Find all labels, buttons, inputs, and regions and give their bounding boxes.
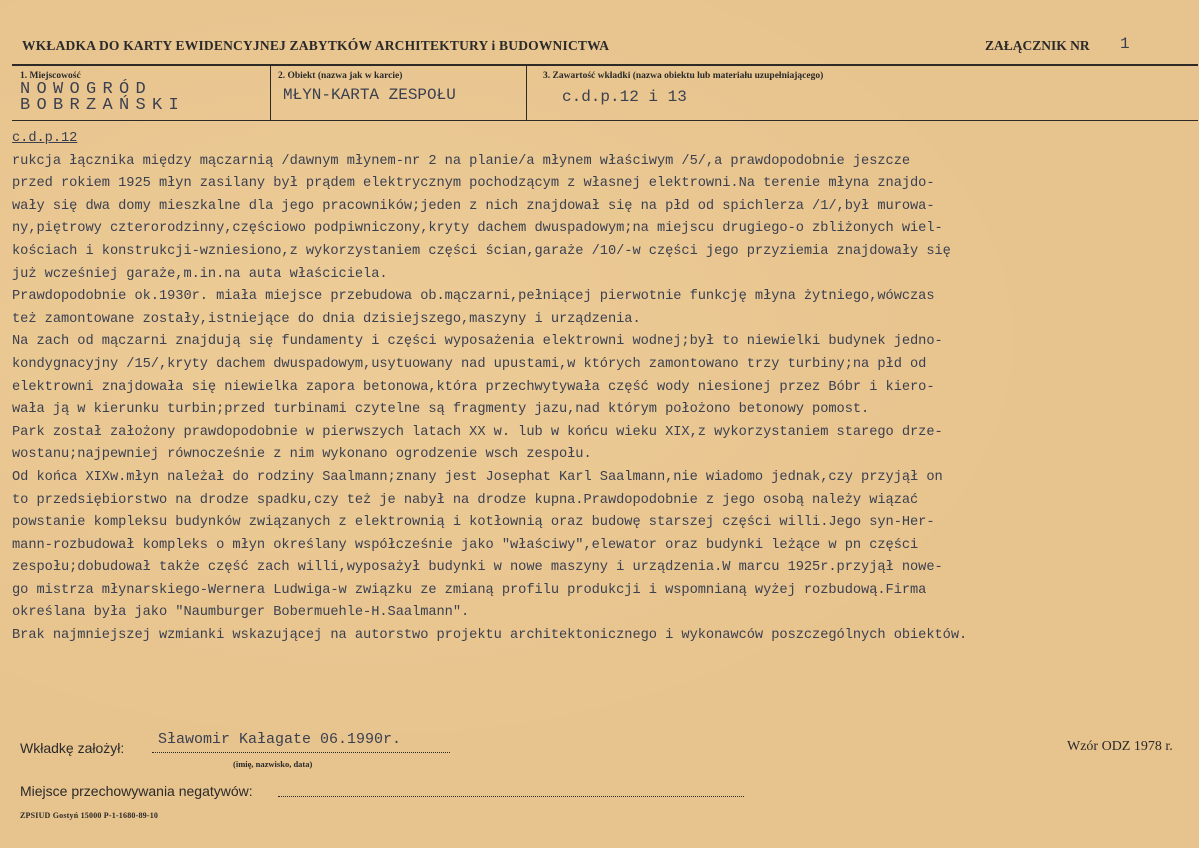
filled-by-value: Sławomir Kałagate 06.1990r. bbox=[158, 731, 402, 748]
negatives-location-label: Miejsce przechowywania negatywów: bbox=[20, 783, 253, 799]
text-line: mann-rozbudował kompleks o młyn określany współcześnie jako "właściwy",elewator oraz budynki leżące w pn części bbox=[12, 537, 919, 553]
content-value: c.d.p.12 i 13 bbox=[562, 88, 687, 106]
form-title: WKŁADKA DO KARTY EWIDENCYJNEJ ZABYTKÓW ARCHITEKTURY i BUDOWNICTWA bbox=[22, 38, 610, 53]
text-line: określana była jako "Naumburger Bobermuehle-H.Saalmann". bbox=[12, 605, 470, 621]
field-divider-2 bbox=[526, 64, 527, 121]
text-line: kondygnacyjny /15/,kryty dachem dwuspadowym,usytuowany nad upustami,w których zamontowano trzy turbiny;na płd od bbox=[12, 356, 927, 372]
text-line: rukcja łącznika między mączarnią /dawnym młynem-nr 2 na planie/a młynem właściwym /5/,a prawdopodobnie jeszcze bbox=[12, 153, 911, 169]
typed-description bbox=[12, 128, 1197, 648]
text-line: zespołu;dobudował także część zach willi,wyposażył budynki w nowe maszyny i urządzenia.W marcu 1925r.przyjął nowe- bbox=[12, 560, 943, 576]
text-line: kościach i konstrukcji-wzniesiono,z wykorzystaniem części ścian,garaże /10/-w części jego przyziemia znajdowały się bbox=[12, 243, 951, 259]
negatives-location-line bbox=[278, 796, 744, 797]
text-line: Park został założony prawdopodobnie w pierwszych latach XX w. lub w końcu wieku XIX,z wykorzystaniem starego drze- bbox=[12, 424, 943, 440]
text-line: wostanu;najpewniej równocześnie z nim wykonano ogrodzenie wsch zespołu. bbox=[12, 447, 592, 463]
text-line: wały się dwa domy mieszkalne dla jego pracowników;jeden z nich znajdował się na płd od spichlerza /1/,był murowa- bbox=[12, 198, 935, 214]
text-line: go mistrza młynarskiego-Wernera Ludwiga-w związku ze zmianą profilu produkcji i wspomnianą wyżej rozbudową.Firma bbox=[12, 582, 927, 598]
field-divider-1 bbox=[270, 64, 271, 121]
attachment-number: 1 bbox=[1120, 35, 1130, 53]
text-line: Prawdopodobnie ok.1930r. miała miejsce przebudowa ob.mączarni,pełniącej pierwotnie funkcję młyna żytniego,wówczas bbox=[12, 289, 935, 305]
text-line: Brak najmniejszej wzmianki wskazującej na autorstwo projektu architektonicznego i wykonawców poszczególnych obiektów. bbox=[12, 628, 968, 644]
text-line: to przedsiębiorstwo na drodze spadku,czy też je nabył na drodze kupna.Prawdopodobnie z jego osobą należy wiązać bbox=[12, 492, 919, 508]
content-label: 3. Zawartość wkładki (nazwa obiektu lub materiału uzupełniającego) bbox=[543, 71, 824, 81]
locality-value-line1: NOWOGRÓD bbox=[20, 80, 153, 99]
text-line: Na zach od mączarni znajdują się fundamenty i części wyposażenia elektrowni wodnej;był to niewielki budynek jedno- bbox=[12, 334, 943, 350]
text-line: przed rokiem 1925 młyn zasilany był prądem elektrycznym pochodzącym z własnej elektrowni.Na terenie młyna znajdo- bbox=[12, 176, 935, 192]
form-model: Wzór ODZ 1978 r. bbox=[1067, 739, 1173, 754]
page-continuation: c.d.p.12 bbox=[12, 131, 78, 146]
locality-label: 1. Miejscowość bbox=[20, 71, 81, 81]
header-top-rule bbox=[12, 64, 1198, 66]
print-info: ZPSIUD Gostyń 15000 P-1-1680-89-10 bbox=[20, 811, 159, 820]
text-line: już wcześniej garaże,m.in.na auta właściciela. bbox=[12, 266, 388, 282]
filled-by-hint: (imię, nazwisko, data) bbox=[233, 759, 313, 769]
text-line: Od końca XIXw.młyn należał do rodziny Saalmann;znany jest Josephat Karl Saalmann,nie wiadomo jednak,czy przyjął on bbox=[12, 469, 943, 485]
attachment-label: ZAŁĄCZNIK NR bbox=[985, 38, 1090, 53]
filled-by-dotted-line bbox=[152, 752, 450, 753]
text-line: powstanie kompleksu budynków związanych z elektrownią i kotłownią oraz budowę starszej części willi.Jego syn-Her- bbox=[12, 515, 935, 531]
text-line: elektrowni znajdowała się niewielka zapora betonowa,która przechwytywała część wody niesionej przez Bóbr i kiero- bbox=[12, 379, 935, 395]
text-line: wała ją w kierunku turbin;przed turbinami czytelne są fragmenty jazu,nad którym położono betonowy pomost. bbox=[12, 402, 870, 418]
text-line: też zamontowane zostały,istniejące do dnia dzisiejszego,maszyny i urządzenia. bbox=[12, 311, 641, 327]
object-label: 2. Obiekt (nazwa jak w karcie) bbox=[278, 71, 403, 81]
header-bottom-rule bbox=[12, 120, 1198, 121]
text-line: ny,piętrowy czterorodzinny,częściowo podpiwniczony,kryty dachem dwuspadowym;na miejscu drugiego-o zbliżonych wiel- bbox=[12, 221, 943, 237]
object-value: MŁYN-KARTA ZESPOŁU bbox=[283, 86, 456, 104]
filled-by-label: Wkładkę założył: bbox=[20, 740, 125, 756]
locality-value-line2: BOBRZAŃSKI bbox=[20, 96, 186, 115]
